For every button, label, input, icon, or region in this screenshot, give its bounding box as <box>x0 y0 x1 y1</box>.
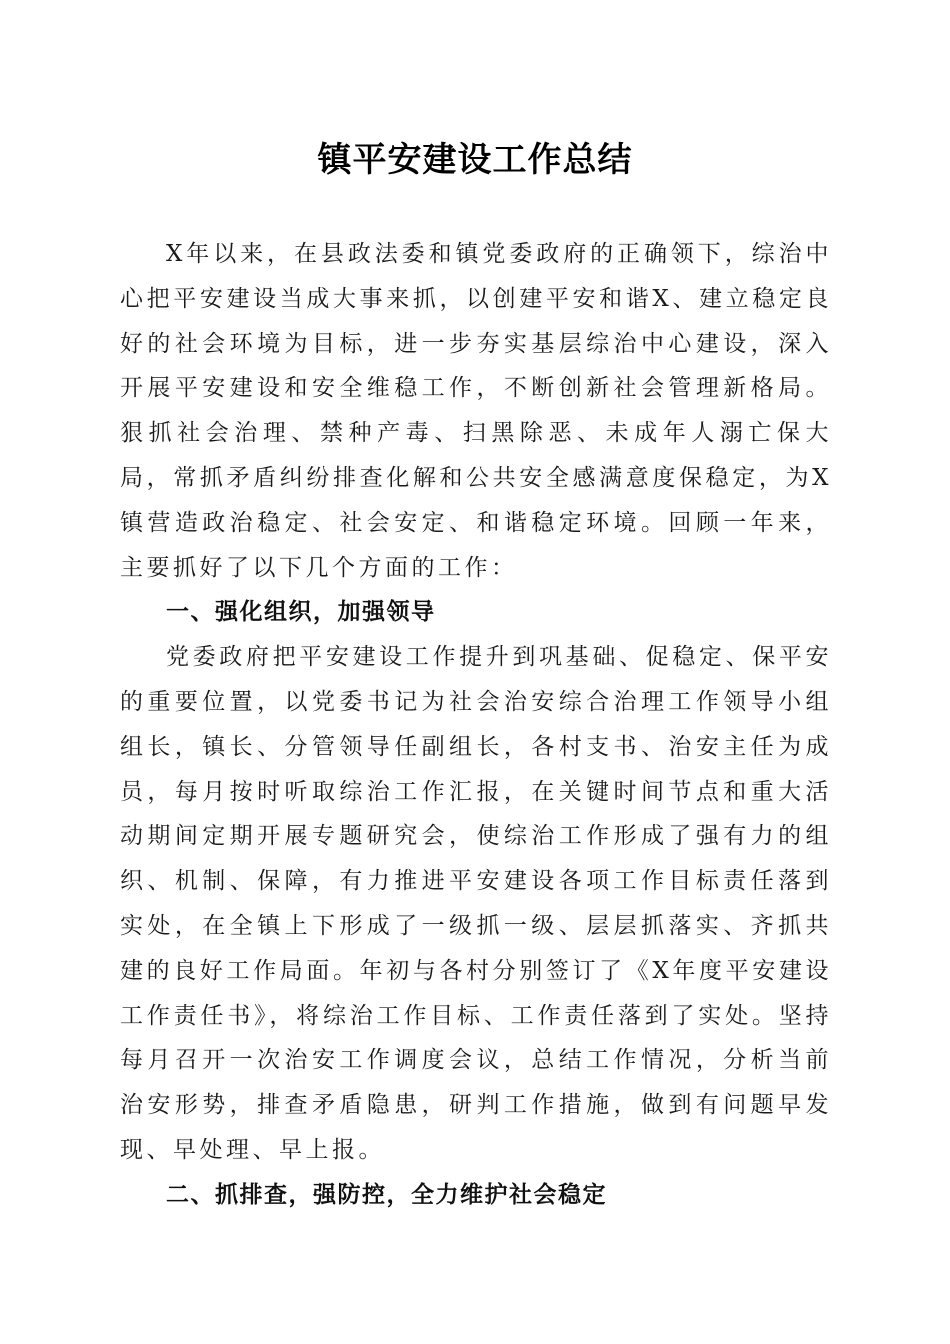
section-heading-2: 二、抓排查，强防控，全力维护社会稳定 <box>166 1181 607 1208</box>
document-title: 镇平安建设工作总结 <box>317 140 633 180</box>
section-paragraph-1: 党委政府把平安建设工作提升到巩基础、促稳定、保平安的重要位置，以党委书记为社会治安综合治理工作领导小组组长，镇长、分管领导任副组长，各村支书、治安主任为成员，每月按时听取综治工作汇报，在关键时间节点和重大活动期间定期开展专题研究会，使综治工作形成了强有力的组织、机制、保障，有力推进平安建设各项工作目标责任落到实处，在全镇上下形成了一级抓一级、层层抓落实、齐抓共建的良好工作局面。年初与各村分别签订了《X年度平安建设工作责任书》，将综治工作目标、工作责任落到了实处。坚持每月召开一次治安工作调度会议，总结工作情况，分析当前治安形势，排查矛盾隐患，研判工作措施，做到有问题早发现、早处理、早上报。 <box>120 644 832 1163</box>
section-heading-1: 一、强化组织，加强领导 <box>166 599 436 626</box>
intro-paragraph: X年以来，在县政法委和镇党委政府的正确领下，综治中心把平安建设当成大事来抓，以创建平安和谐X、建立稳定良好的社会环境为目标，进一步夯实基层综治中心建设，深入开展平安建设和安全维稳工作，不断创新社会管理新格局。狠抓社会治理、禁种产毒、扫黑除恶、未成年人溺亡保大局，常抓矛盾纠纷排查化解和公共安全感满意度保稳定，为X镇营造政治稳定、社会安定、和谐稳定环境。回顾一年来，主要抓好了以下几个方面的工作： <box>120 241 832 581</box>
document-body <box>120 232 832 1218</box>
